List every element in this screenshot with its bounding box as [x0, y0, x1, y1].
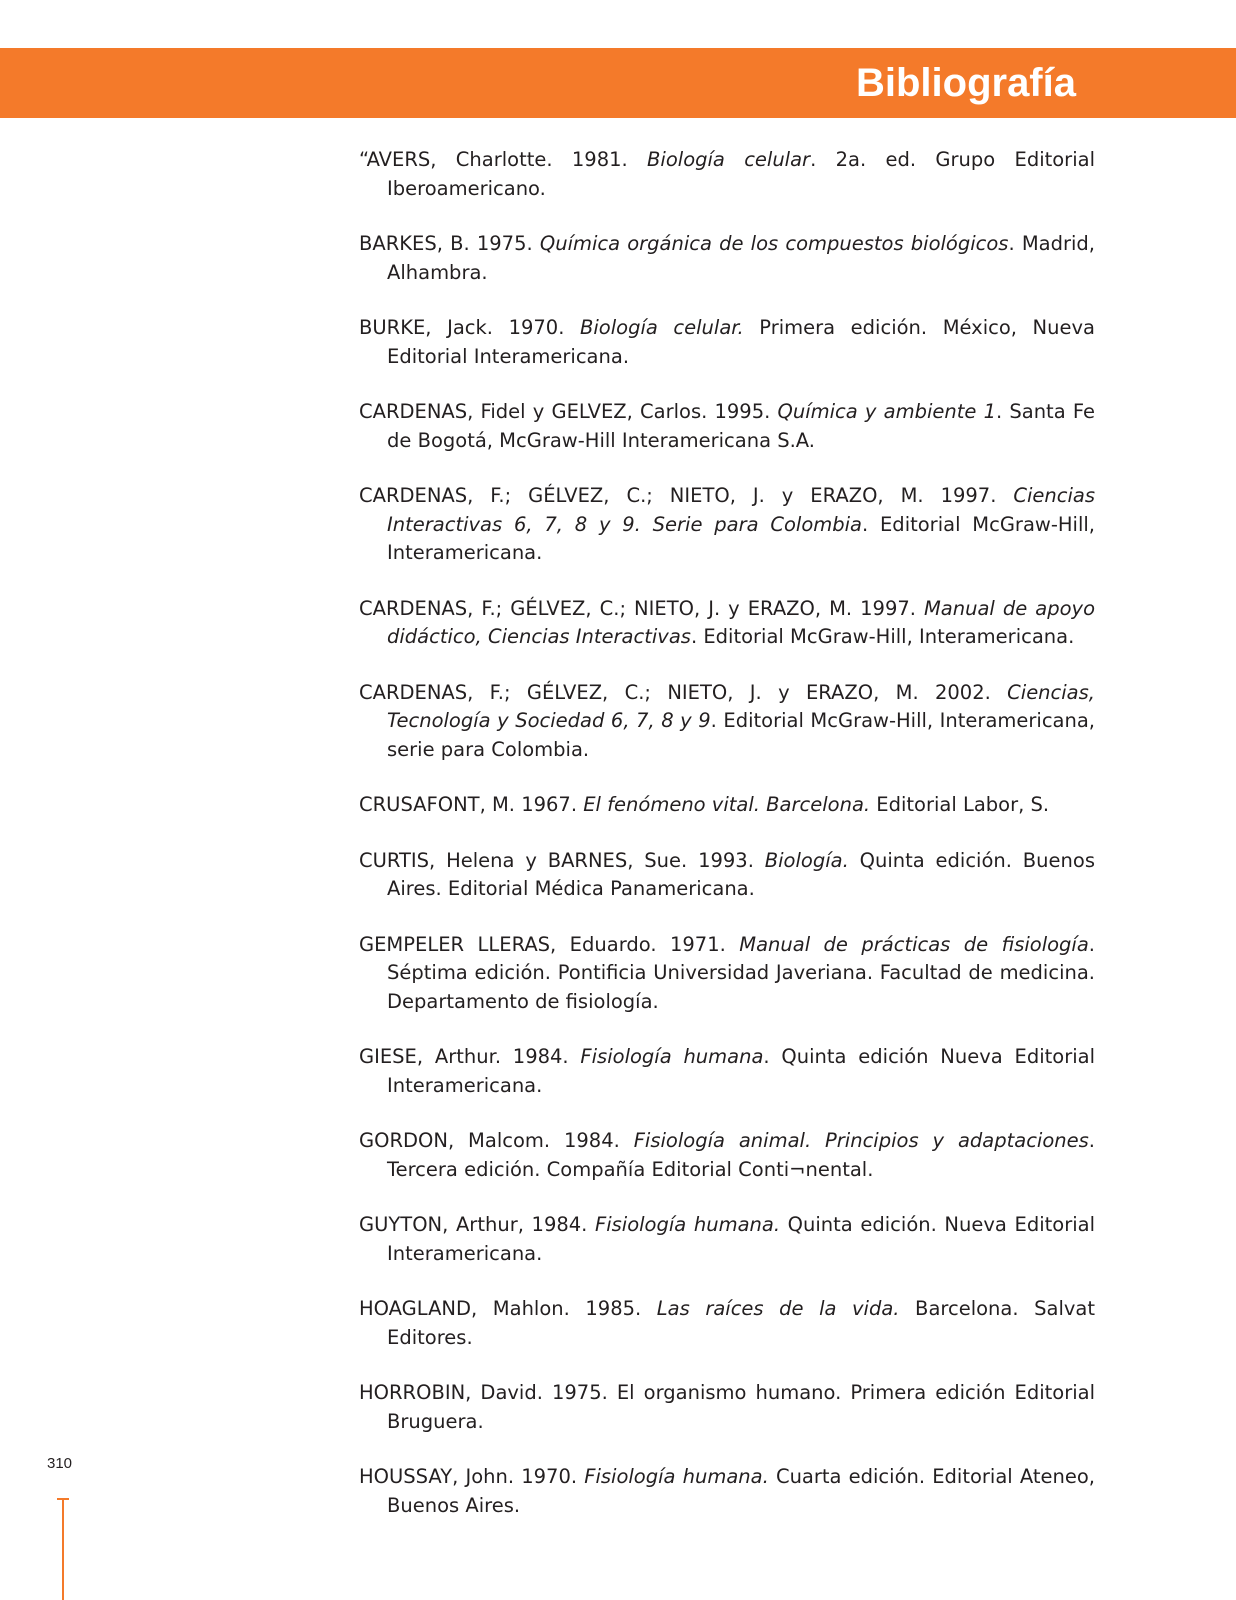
entry-title: Fisiología animal. Principios y adaptaciones: [633, 1129, 1089, 1152]
entry-publisher: . Editorial McGraw-Hill, Interamericana, serie para Colombia.: [387, 709, 1095, 761]
entry-title: Manual de apoyo didáctico, Ciencias Interactivas: [387, 596, 1095, 648]
entry-publisher: Primera edición. México, Nueva Editorial Interamericana.: [387, 316, 1095, 368]
entry-author-year: CARDENAS, F.; GÉLVEZ, C.; NIETO, J. y ERAZO, M. 1997.: [359, 484, 1014, 507]
entry-title: Ciencias Interactivas 6, 7, 8 y 9. Serie para Colombia: [387, 484, 1095, 536]
bibliography-entry: [359, 398, 1095, 455]
entry-author-year: HOUSSAY, John. 1970.: [359, 1465, 585, 1488]
entry-publisher: . 2a. ed. Grupo Editorial Iberoamericano.: [387, 148, 1095, 200]
bibliography-entry: [359, 1127, 1095, 1184]
entry-title: Biología celular: [647, 148, 811, 171]
margin-rule: [62, 1498, 64, 1600]
entry-publisher: Editorial Labor, S.: [870, 793, 1050, 816]
entry-publisher: . Santa Fe de Bogotá, McGraw-Hill Interamericana S.A.: [387, 400, 1095, 452]
entry-author-year: GUYTON, Arthur, 1984.: [359, 1213, 595, 1236]
entry-title: Las raíces de la vida.: [656, 1297, 900, 1320]
entry-author-year: HORROBIN, David. 1975. El organismo humano. Primera edición Editorial Bruguera.: [359, 1381, 1095, 1433]
entry-author-year: CARDENAS, F.; GÉLVEZ, C.; NIETO, J. y ERAZO, M. 2002.: [359, 680, 1008, 704]
entry-title: El fenómeno vital. Barcelona.: [583, 793, 871, 816]
bibliography-entry: [359, 847, 1095, 904]
bibliography-entry: [359, 931, 1095, 1017]
entry-publisher: . Editorial McGraw-Hill, Interamericana.: [690, 625, 1075, 648]
entry-publisher: Quinta edición. Buenos Aires. Editorial Médica Panamericana.: [387, 848, 1095, 900]
entry-author-year: CARDENAS, F.; GÉLVEZ, C.; NIETO, J. y ERAZO, M. 1997.: [359, 596, 924, 620]
entry-publisher: . Séptima edición. Pontificia Universidad Javeriana. Facultad de medicina. Departamento de fisiología.: [387, 932, 1095, 1013]
entry-publisher: Barcelona. Salvat Editores.: [387, 1297, 1095, 1349]
entry-title: Manual de prácticas de fisiología: [739, 932, 1089, 956]
bibliography-entry: [359, 314, 1095, 371]
entry-title: Fisiología humana.: [584, 1465, 769, 1488]
entry-author-year: GEMPELER LLERAS, Eduardo. 1971.: [359, 932, 740, 956]
bibliography-entry: [359, 1043, 1095, 1100]
bibliography-entry: [359, 1211, 1095, 1268]
entry-author-year: BARKES, B. 1975.: [359, 232, 540, 255]
entry-author-year: CARDENAS, Fidel y GELVEZ, Carlos. 1995.: [359, 400, 778, 423]
entry-author-year: CRUSAFONT, M. 1967.: [359, 793, 584, 816]
entry-publisher: . Quinta edición Nueva Editorial Interamericana.: [387, 1045, 1095, 1097]
entry-title: Química orgánica de los compuestos biológicos: [539, 232, 1009, 255]
bibliography-entry: [359, 1379, 1095, 1436]
entry-title: Ciencias, Tecnología y Sociedad 6, 7, 8 y 9: [387, 680, 1095, 732]
entry-publisher: Cuarta edición. Editorial Ateneo, Buenos Aires.: [387, 1465, 1095, 1517]
entry-title: Biología.: [764, 848, 849, 872]
entry-title: Fisiología humana: [580, 1045, 764, 1068]
bibliography-entry: [359, 791, 1095, 820]
bibliography-entry: [359, 1295, 1095, 1352]
entry-author-year: GORDON, Malcom. 1984.: [359, 1129, 634, 1152]
entry-author-year: CURTIS, Helena y BARNES, Sue. 1993.: [359, 848, 765, 872]
bibliography-list: [359, 146, 1095, 1547]
entry-publisher: Quinta edición. Nueva Editorial Interamericana.: [387, 1213, 1095, 1265]
bibliography-entry: [359, 482, 1095, 568]
entry-publisher: . Madrid, Alhambra.: [387, 232, 1095, 284]
entry-title: Biología celular.: [580, 316, 744, 339]
bibliography-entry: [359, 595, 1095, 652]
entry-title: Química y ambiente 1: [777, 400, 996, 423]
header-bar: [0, 48, 1236, 118]
bibliography-entry: [359, 146, 1095, 203]
entry-title: Fisiología humana.: [595, 1213, 781, 1236]
entry-author-year: “AVERS, Charlotte. 1981.: [359, 148, 648, 171]
entry-author-year: GIESE, Arthur. 1984.: [359, 1045, 581, 1068]
bibliography-entry: [359, 230, 1095, 287]
entry-author-year: HOAGLAND, Mahlon. 1985.: [359, 1297, 657, 1320]
entry-publisher: . Tercera edición. Compañía Editorial Conti¬nental.: [387, 1129, 1095, 1181]
page-number: 310: [47, 1455, 73, 1472]
bibliography-entry: [359, 1463, 1095, 1520]
bibliography-entry: [359, 679, 1095, 765]
entry-publisher: . Editorial McGraw-Hill, Interamericana.: [387, 512, 1095, 564]
page-title: Bibliografía: [855, 61, 1076, 105]
entry-author-year: BURKE, Jack. 1970.: [359, 316, 580, 339]
